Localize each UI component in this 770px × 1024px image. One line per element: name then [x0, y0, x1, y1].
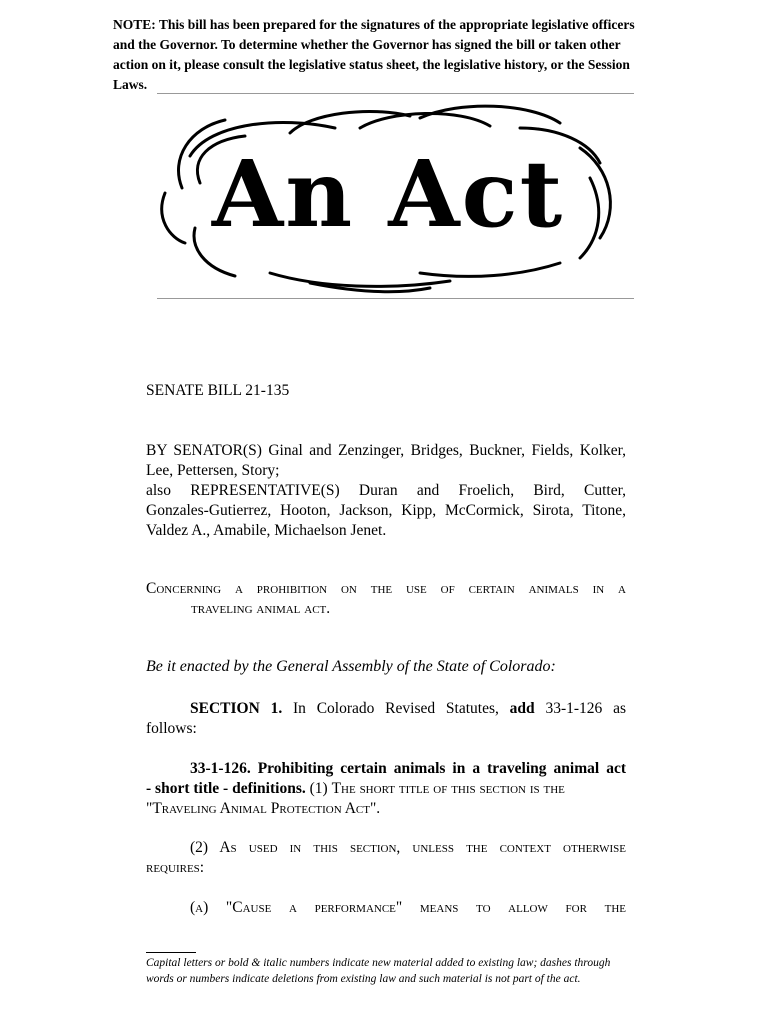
footnote: Capital letters or bold & italic numbers indicate new material added to existing law; dashes through words or numbers indicate deletions from existing law and such material is not part of the act. — [146, 957, 611, 985]
an-act-logo — [160, 98, 630, 296]
logo-text: An Act — [211, 140, 565, 248]
status-note: NOTE: This bill has been prepared for the signatures of the appropriate legislative officers and the Governor. To determine whether the Governor has signed the bill or taken other action on it, please consult the legislative status sheet, the legislative history, or the Session Laws. — [113, 17, 635, 92]
subsection-2 — [146, 838, 626, 878]
subsection-2-line-1: (2) As used in this section, unless the context otherwise — [190, 839, 626, 856]
section-1-text-a: In Colorado Revised Statutes, — [293, 700, 499, 717]
footnote-rule — [146, 952, 196, 953]
representatives-line-2: Gonzales-Gutierrez, Hooton, Jackson, Kipp, McCormick, Sirota, Titone, — [146, 502, 626, 519]
subsection-2-line-2: requires: — [146, 859, 205, 876]
bill-title-line-1: Concerning a prohibition on the use of certain animals in a — [146, 580, 626, 597]
header-rule-top — [157, 93, 634, 94]
section-1-add: add — [509, 700, 535, 717]
sponsors-block — [146, 441, 626, 541]
statute-heading-tail: - short title - definitions. — [146, 780, 306, 797]
senators-line-1: BY SENATOR(S) Ginal and Zenzinger, Bridges, Buckner, Fields, Kolker, — [146, 442, 626, 459]
bill-title — [146, 579, 626, 619]
bill-number: SENATE BILL 21-135 — [146, 382, 290, 399]
subsection-1-text-a: The short title of this section is the — [331, 780, 565, 797]
statute-33-1-126 — [146, 759, 626, 819]
subsection-2-a-line-1: (a) "Cause a performance" means to allow for the — [190, 899, 626, 916]
subsection-1-text-b: "Traveling Animal Protection Act". — [146, 800, 381, 817]
section-1-heading: SECTION 1. — [190, 700, 283, 717]
enacting-clause: Be it enacted by the General Assembly of the State of Colorado: — [146, 658, 556, 675]
section-1 — [146, 699, 626, 739]
bill-title-line-2: traveling animal act. — [191, 600, 331, 617]
subsection-2-a — [146, 898, 626, 918]
subsection-1-number: (1) — [309, 780, 328, 797]
header-rule-bottom — [157, 298, 634, 299]
section-1-line-2: follows: — [146, 720, 197, 737]
statute-heading-line-2 — [146, 779, 626, 799]
statute-heading-line-1: 33-1-126. Prohibiting certain animals in a traveling animal act — [190, 760, 626, 777]
section-1-line-1 — [146, 699, 626, 719]
representatives-line-1: also REPRESENTATIVE(S) Duran and Froelich, Bird, Cutter, — [146, 482, 626, 499]
representatives-line-3: Valdez A., Amabile, Michaelson Jenet. — [146, 522, 387, 539]
section-1-text-b: 33-1-126 as — [545, 700, 626, 717]
senators-line-2: Lee, Pettersen, Story; — [146, 462, 280, 479]
